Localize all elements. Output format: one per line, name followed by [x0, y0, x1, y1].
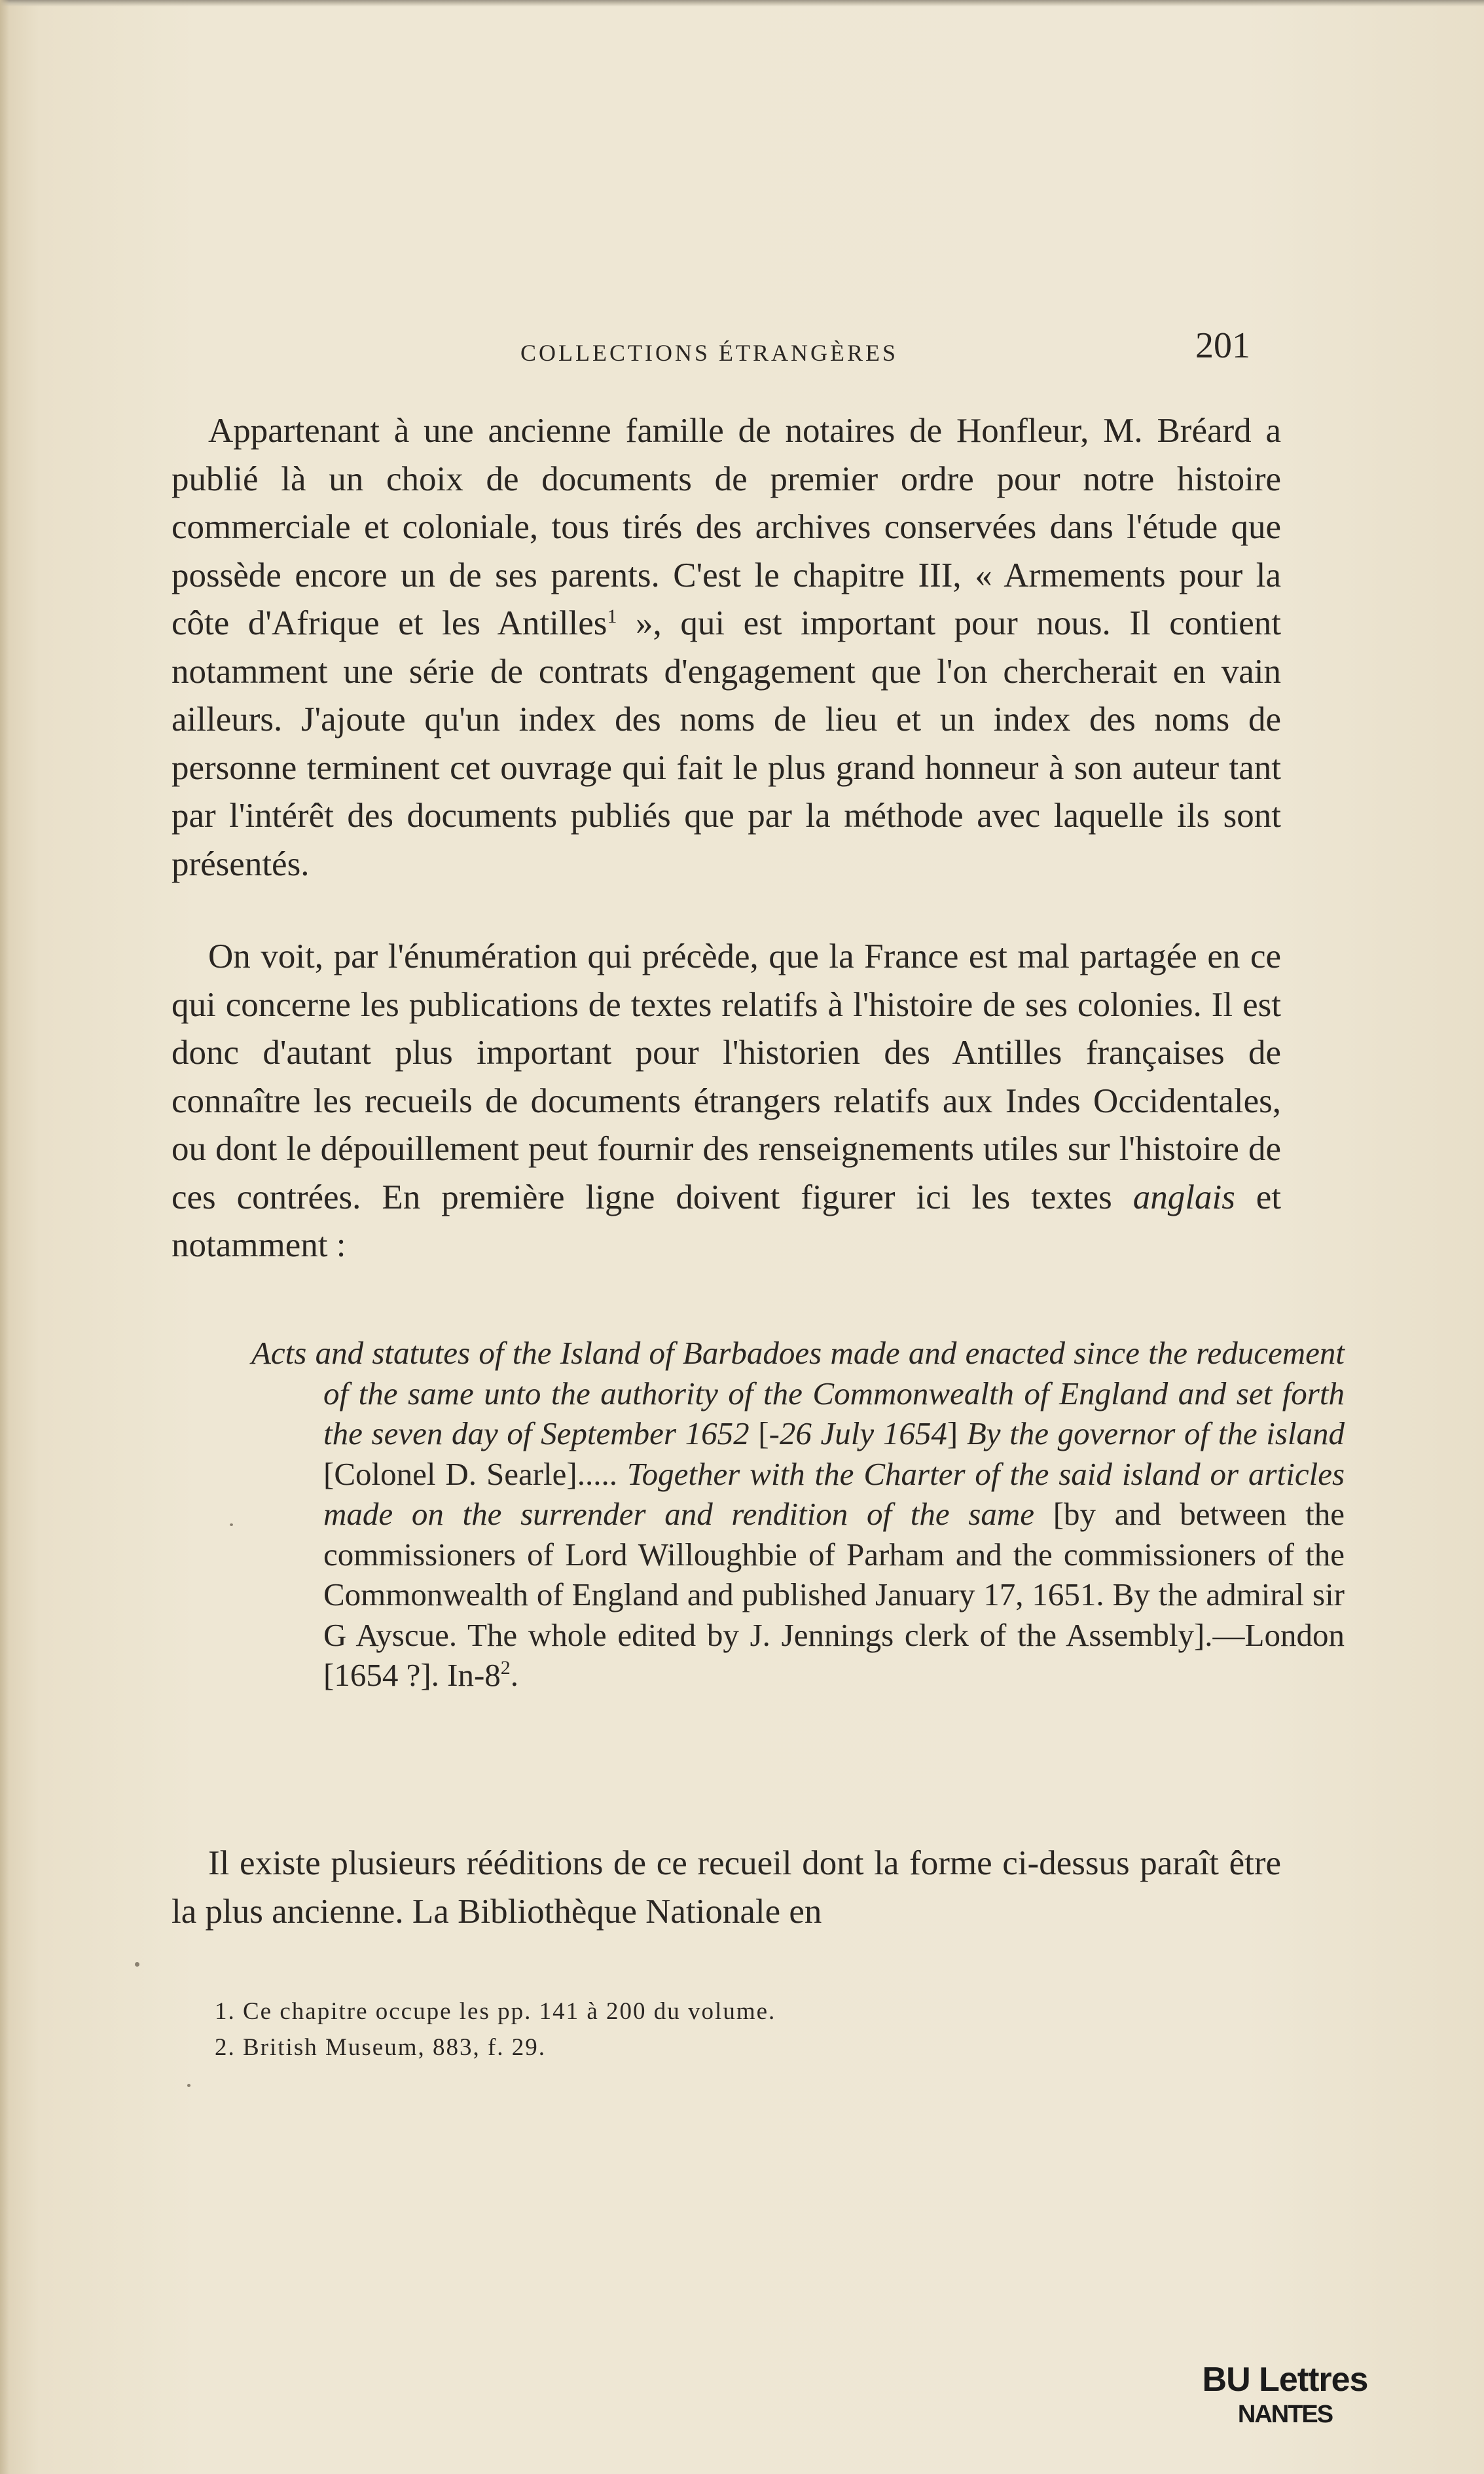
page-left-edge [0, 0, 9, 2474]
citation-period: . [510, 1657, 519, 1693]
citation-title: Acts and statutes of the Island of Barbadoes made and enacted since the reducement of the same unto the authority of the Commonwealth of England and set forth the seven day of September 1652 [251, 1335, 1345, 1451]
paper-speck [135, 1962, 139, 1967]
footnote-ref-1: 1 [607, 606, 617, 627]
paragraph-2-end: et notamment : [172, 1178, 1282, 1264]
paragraph-2-emphasis: anglais [1132, 1178, 1235, 1216]
paragraph-3: Il existe plusieurs rééditions de ce recueil dont la forme ci-dessus paraît être la plus ancienne. La Bibliothèque Nationale en [172, 1844, 1281, 1931]
paragraph-1-text: Appartenant à une ancienne famille de notaires de Honfleur, M. Bréard a publié là un choix de documents de premier ordre pour notre histoire commerciale et coloniale, tous tirés des archives conservées dans l'étude que possède encore un de ses parents. C'est le chapitre III, « Armements pour la côte d'Afrique et les Antilles [172, 412, 1281, 642]
citation-governor: By the governor of the island [966, 1415, 1345, 1451]
citation-bracket-close: ] [947, 1415, 958, 1451]
paragraph-2 [172, 933, 1281, 1270]
citation-details: [by and between the commissioners of Lord Willoughbie of Parham and the commissioners of the Commonwealth of England and published January 17, 1651. By the admiral sir G Ayscue. The whole edited by J. Jennings clerk of the Assembly].—London [1654 ?]. In-8 [323, 1496, 1345, 1693]
paper-speck [230, 1523, 233, 1526]
paper-speck [187, 2084, 190, 2087]
citation-colonel: [Colonel D. Searle]..... [323, 1455, 617, 1492]
running-title: COLLECTIONS ÉTRANGÈRES [520, 340, 898, 366]
footnote-2: 2. British Museum, 883, f. 29. [215, 2034, 547, 2061]
page-number: 201 [1195, 325, 1250, 366]
footnote-ref-2: 2 [500, 1657, 511, 1679]
library-stamp [1187, 2360, 1383, 2429]
citation-bracket-open: [- [758, 1415, 780, 1451]
citation-date: 26 July 1654 [779, 1415, 947, 1451]
paragraph-1 [172, 407, 1281, 888]
page-top-edge [0, 0, 1484, 7]
footnote-1: 1. Ce chapitre occupe les pp. 141 à 200 du volume. [215, 1998, 776, 2025]
citation-charter: Together with the Charter of the said island or articles made on the surrender and rendition of the same [323, 1455, 1345, 1532]
paragraph-2-text: On voit, par l'énumération qui précède, que la France est mal partagée en ce qui concerne les publications de textes relatifs à l'histoire de ses colonies. Il est donc d'autant plus important pour l'historien des Antilles françaises de connaître les recueils de documents étrangers relatifs aux Indes Occidentales, ou dont le dépouillement peut fournir des renseignements utiles sur l'histoire de ces contrées. En première ligne doivent figurer ici les textes [172, 937, 1281, 1216]
library-stamp-line-2: NANTES [1237, 2401, 1333, 2428]
bibliographic-citation [251, 1333, 1345, 1696]
library-stamp-line-1: BU Lettres [1202, 2361, 1368, 2399]
footnotes [215, 1993, 1262, 2065]
paragraph-1-end: », qui est important pour nous. Il contient notamment une série de contrats d'engagement que l'on chercherait en vain ailleurs. J'ajoute qu'un index des noms de lieu et un index des noms de personne terminent cet ouvrage qui fait le plus grand honneur à son auteur tant par l'intérêt des documents publiés que par la méthode avec laquelle ils sont présentés. [172, 604, 1282, 883]
